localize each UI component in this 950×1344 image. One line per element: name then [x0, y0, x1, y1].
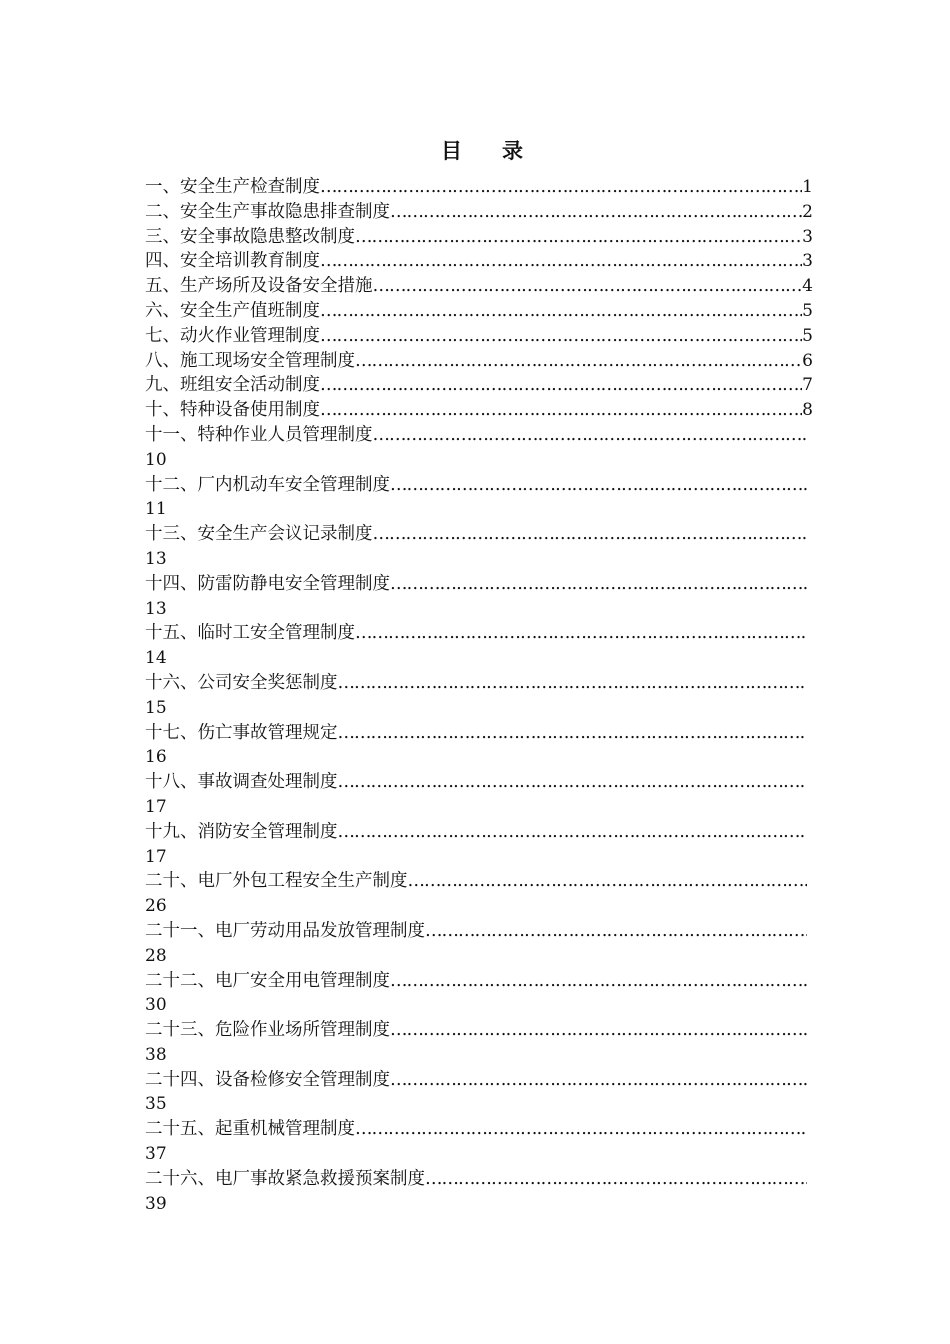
toc-leader-dots [408, 869, 808, 894]
toc-entry-page: 26 [145, 896, 167, 917]
toc-entry[interactable] [145, 820, 813, 845]
toc-leader-dots [320, 324, 802, 349]
toc-entry[interactable] [145, 423, 813, 448]
toc-entry-title: 十六、公司安全奖惩制度 [145, 672, 338, 693]
toc-leader-dots [373, 522, 808, 547]
toc-entry-page: 10 [145, 449, 167, 470]
toc-entry-page: 39 [145, 1193, 167, 1214]
toc-leader-dots [390, 1068, 807, 1093]
toc-entry-page: 6 [802, 350, 813, 371]
toc-entry[interactable] [145, 572, 813, 597]
toc-entry-page: 15 [145, 697, 167, 718]
toc-leader-dots [320, 249, 802, 274]
toc-entry[interactable] [145, 770, 813, 795]
toc-entry-title: 二十二、电厂安全用电管理制度 [145, 970, 390, 991]
toc-entry-page: 17 [145, 846, 167, 867]
toc-entry-page: 5 [802, 325, 813, 346]
toc-entry-page: 13 [145, 598, 167, 619]
toc-entry[interactable] [145, 175, 813, 200]
toc-entry-page: 3 [802, 226, 813, 247]
toc-entry[interactable] [145, 299, 813, 324]
toc-entry-title: 五、生产场所及设备安全措施 [145, 276, 373, 297]
toc-entry-page: 8 [802, 400, 813, 421]
toc-entry-title: 十五、临时工安全管理制度 [145, 623, 355, 644]
toc-leader-dots [425, 919, 807, 944]
toc-leader-dots [425, 1167, 807, 1192]
toc-entry-page: 30 [145, 995, 167, 1016]
toc-entry-page: 5 [802, 300, 813, 321]
toc-leader-dots [390, 572, 807, 597]
toc-entry[interactable] [145, 349, 813, 374]
toc-entry-page: 37 [145, 1144, 167, 1165]
toc-entry[interactable] [145, 721, 813, 746]
toc-leader-dots [338, 820, 808, 845]
toc-entry-title: 十、特种设备使用制度 [145, 400, 320, 421]
toc-entry-title: 二十五、起重机械管理制度 [145, 1119, 355, 1140]
toc-leader-dots [373, 423, 808, 448]
toc-entry-title: 八、施工现场安全管理制度 [145, 350, 355, 371]
toc-entry[interactable] [145, 200, 813, 225]
toc-leader-dots [390, 473, 807, 498]
toc-entry[interactable] [145, 522, 813, 547]
toc-entry-page: 4 [802, 276, 813, 297]
toc-entry[interactable] [145, 225, 813, 250]
toc-entry[interactable] [145, 324, 813, 349]
toc-entry-title: 六、安全生产值班制度 [145, 300, 320, 321]
toc-leader-dots [390, 969, 807, 994]
toc-entry-title: 二、安全生产事故隐患排查制度 [145, 201, 390, 222]
toc-entry[interactable] [145, 671, 813, 696]
toc-entry[interactable] [145, 1117, 813, 1142]
toc-entry-page: 16 [145, 747, 167, 768]
toc-entry[interactable] [145, 398, 813, 423]
toc-leader-dots [338, 721, 808, 746]
toc-entry-title: 一、安全生产检查制度 [145, 177, 320, 197]
toc-entry-page: 11 [145, 499, 167, 520]
toc-entry-page: 38 [145, 1044, 167, 1065]
toc-leader-dots [320, 373, 802, 398]
toc-leader-dots [338, 671, 808, 696]
toc-entry-title: 二十一、电厂劳动用品发放管理制度 [145, 920, 425, 941]
toc-leader-dots [320, 175, 802, 200]
toc-entry-page: 7 [802, 375, 813, 396]
toc-entry[interactable] [145, 969, 813, 994]
toc-entry-title: 二十三、危险作业场所管理制度 [145, 1020, 390, 1041]
toc-entry-title: 七、动火作业管理制度 [145, 325, 320, 346]
toc-entry[interactable] [145, 869, 813, 894]
toc-entry-page: 35 [145, 1094, 167, 1115]
toc-entry[interactable] [145, 919, 813, 944]
toc-entry-page: 17 [145, 796, 167, 817]
toc-list [145, 175, 813, 1216]
toc-leader-dots [355, 621, 807, 646]
toc-entry-title: 二十、电厂外包工程安全生产制度 [145, 871, 408, 892]
toc-entry-title: 三、安全事故隐患整改制度 [145, 226, 355, 247]
toc-entry-page: 1 [802, 177, 813, 197]
toc-leader-dots [390, 200, 802, 225]
toc-leader-dots [320, 299, 802, 324]
toc-entry[interactable] [145, 274, 813, 299]
toc-entry[interactable] [145, 473, 813, 498]
toc-leader-dots [355, 349, 802, 374]
toc-leader-dots [320, 398, 802, 423]
toc-title: 目录 [441, 138, 563, 163]
toc-entry-page: 28 [145, 945, 167, 966]
toc-leader-dots [355, 225, 802, 250]
toc-entry[interactable] [145, 1068, 813, 1093]
toc-entry-page: 14 [145, 648, 167, 669]
toc-entry-title: 十四、防雷防静电安全管理制度 [145, 573, 390, 594]
toc-entry[interactable] [145, 621, 813, 646]
toc-leader-dots [355, 1117, 807, 1142]
toc-entry-title: 十三、安全生产会议记录制度 [145, 524, 373, 545]
toc-entry[interactable] [145, 373, 813, 398]
toc-entry-title: 九、班组安全活动制度 [145, 375, 320, 396]
toc-leader-dots [390, 1018, 807, 1043]
toc-entry-title: 十二、厂内机动车安全管理制度 [145, 474, 390, 495]
toc-entry-title: 四、安全培训教育制度 [145, 251, 320, 272]
toc-entry-title: 十一、特种作业人员管理制度 [145, 424, 373, 445]
toc-entry-page: 2 [802, 201, 813, 222]
toc-entry-title: 二十四、设备检修安全管理制度 [145, 1069, 390, 1090]
toc-entry-title: 十七、伤亡事故管理规定 [145, 722, 338, 743]
toc-entry-title: 十八、事故调查处理制度 [145, 772, 338, 793]
toc-entry-page: 3 [802, 251, 813, 272]
toc-entry[interactable] [145, 1167, 813, 1192]
toc-leader-dots [338, 770, 808, 795]
toc-entry-page: 13 [145, 548, 167, 569]
toc-entry-title: 十九、消防安全管理制度 [145, 821, 338, 842]
toc-entry-title: 二十六、电厂事故紧急救援预案制度 [145, 1168, 425, 1189]
toc-entry[interactable] [145, 249, 813, 274]
toc-entry[interactable] [145, 1018, 813, 1043]
toc-leader-dots [373, 274, 803, 299]
